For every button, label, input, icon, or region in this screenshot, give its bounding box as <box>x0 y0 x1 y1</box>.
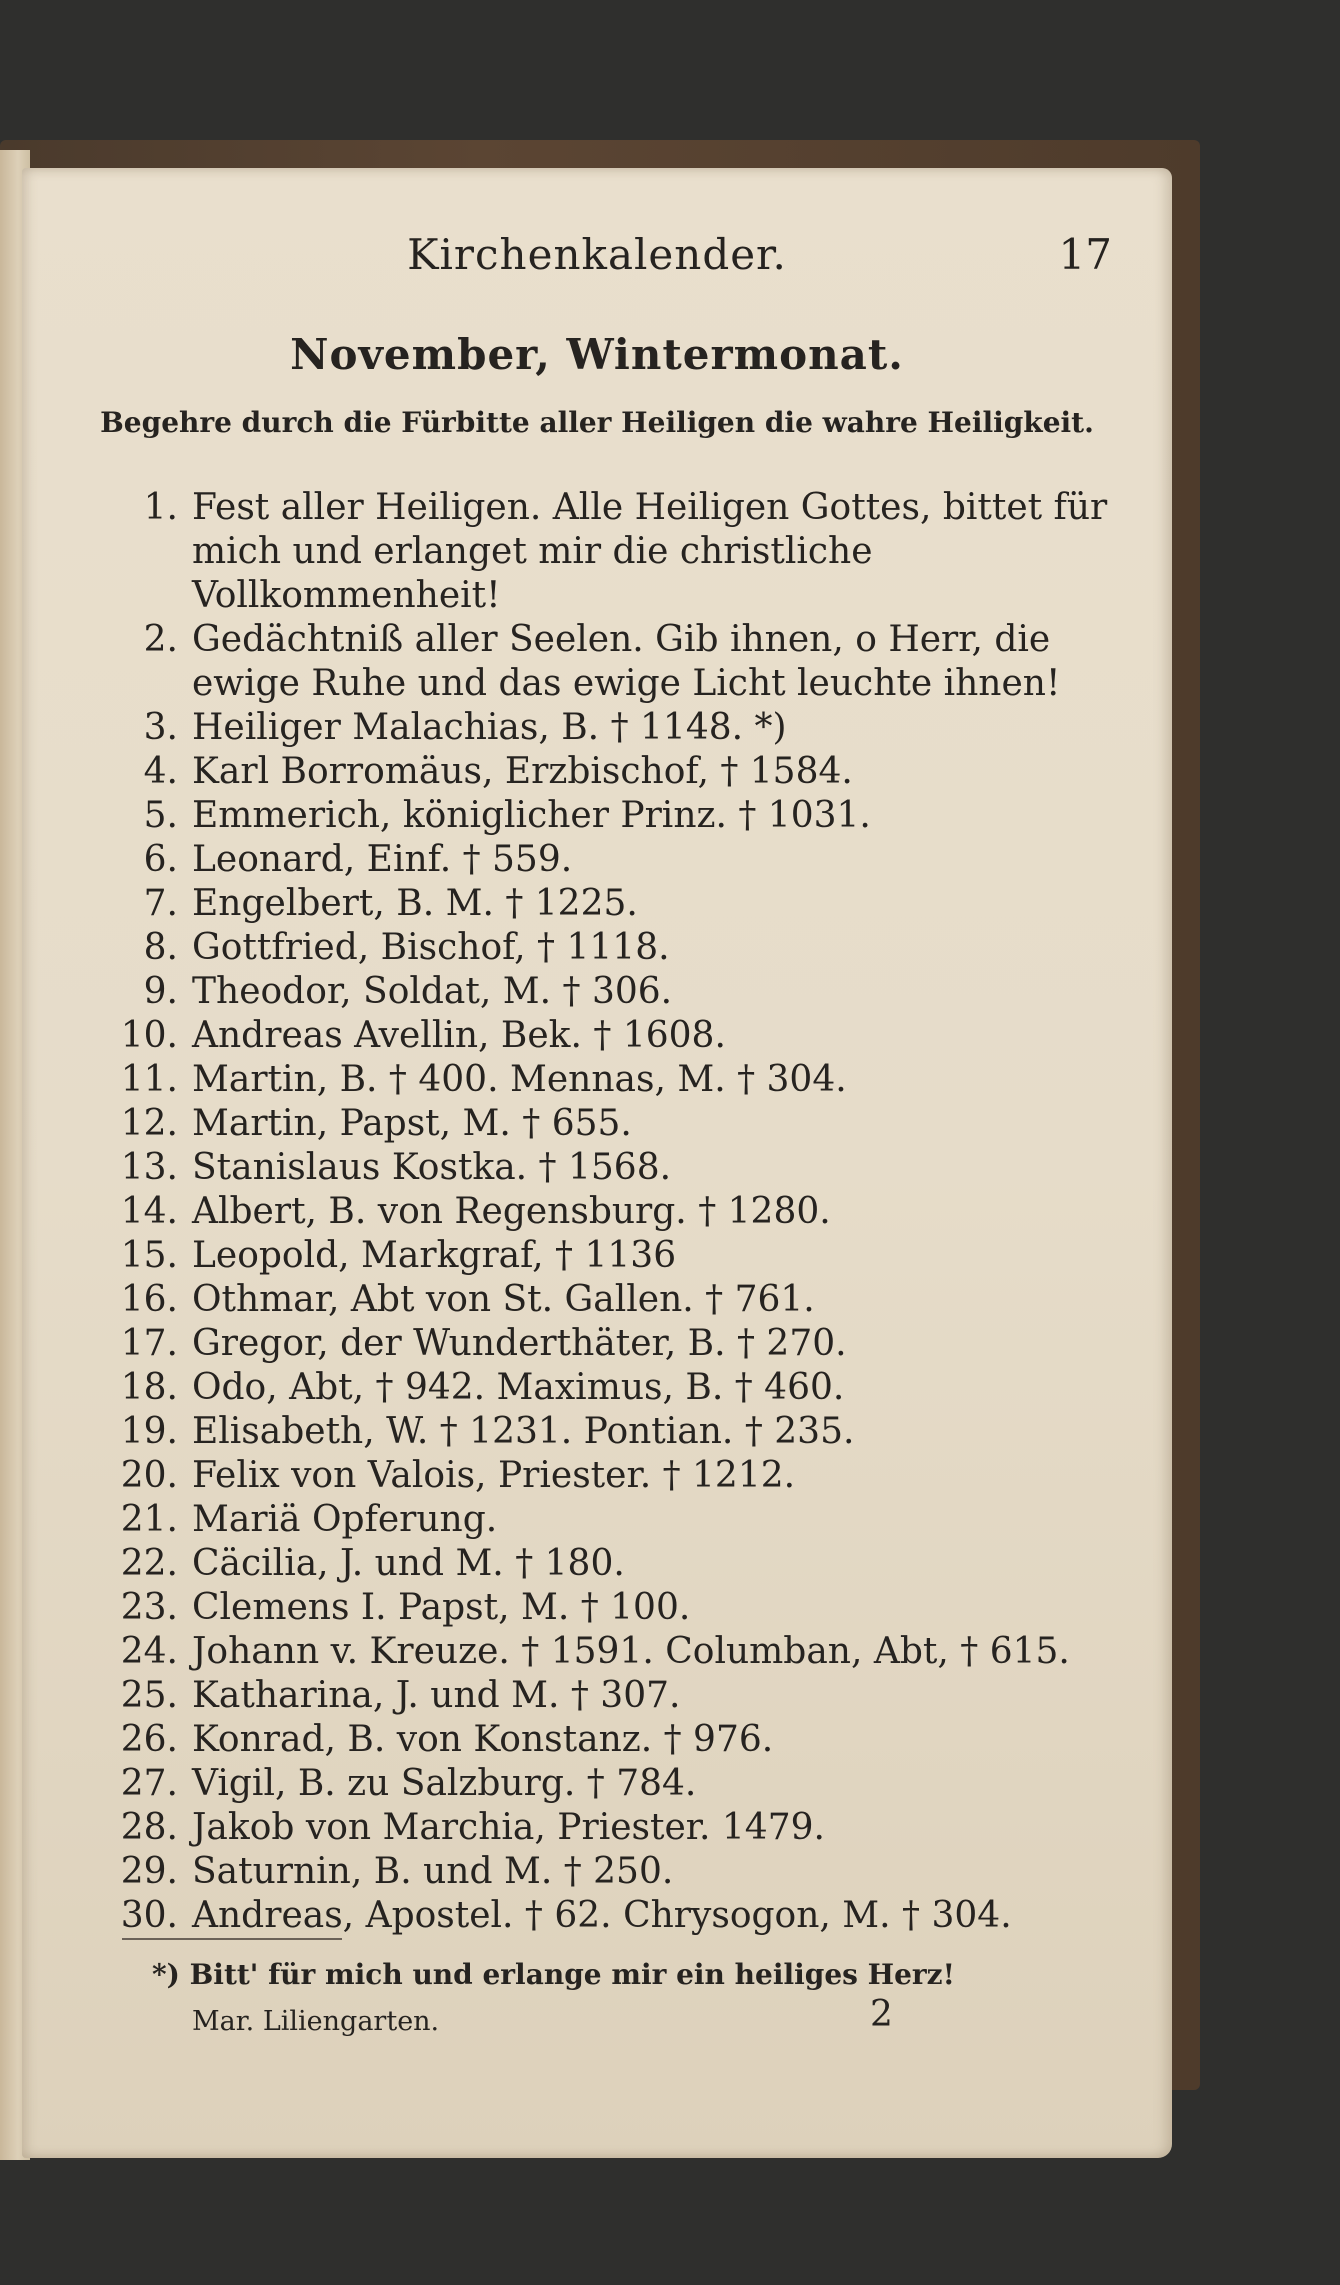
entry-day-number: 25. <box>120 1675 178 1716</box>
entry-day-number: 16. <box>120 1279 178 1320</box>
page-number: 17 <box>1058 230 1112 279</box>
entry-text: Andreas, Apostel. † 62. Chrysogon, M. † 304. <box>192 1895 1012 1936</box>
month-motto: Begehre durch die Fürbitte aller Heiligen die wahre Heiligkeit. <box>100 406 1094 439</box>
calendar-entry <box>104 1454 1114 1498</box>
entry-text: Elisabeth, W. † 1231. Pontian. † 235. <box>192 1411 855 1452</box>
running-head: Kirchenkalender. <box>407 230 787 279</box>
entry-text: Vigil, B. zu Salzburg. † 784. <box>192 1763 697 1804</box>
entry-day-number: 2. <box>143 619 178 660</box>
entry-day-number: 6. <box>143 839 178 880</box>
entry-day-number: 30. <box>120 1895 178 1936</box>
footnote: *) Bitt' für mich und erlange mir ein heiliges Herz! <box>152 1958 955 1991</box>
calendar-entry <box>104 1850 1114 1894</box>
calendar-entry <box>104 1146 1114 1190</box>
entry-text: Engelbert, B. M. † 1225. <box>192 883 638 924</box>
calendar-entry <box>104 1894 1114 1938</box>
entry-day-number: 13. <box>120 1147 178 1188</box>
entry-day-number: 1. <box>143 487 178 528</box>
calendar-entry <box>104 1586 1114 1630</box>
entry-day-number: 17. <box>120 1323 178 1364</box>
entry-day-number: 8. <box>143 927 178 968</box>
entry-day-number: 29. <box>120 1851 178 1892</box>
saints-calendar-list <box>104 486 1114 1938</box>
calendar-entry <box>104 1278 1114 1322</box>
entry-text: Konrad, B. von Konstanz. † 976. <box>192 1719 774 1760</box>
entry-text: Othmar, Abt von St. Gallen. † 761. <box>192 1279 815 1320</box>
entry-day-number: 4. <box>143 751 178 792</box>
entry-text: Mariä Opferung. <box>192 1499 498 1540</box>
footer-signature: Mar. Liliengarten. <box>192 2006 440 2037</box>
entry-day-number: 10. <box>120 1015 178 1056</box>
calendar-entry <box>104 1058 1114 1102</box>
entry-text: Karl Borromäus, Erzbischof, † 1584. <box>192 751 853 792</box>
calendar-entry <box>104 1674 1114 1718</box>
calendar-entry <box>104 1630 1114 1674</box>
calendar-entry <box>104 1322 1114 1366</box>
entry-text: Leonard, Einf. † 559. <box>192 839 573 880</box>
entry-day-number: 28. <box>120 1807 178 1848</box>
footnote-rule <box>122 1938 342 1940</box>
entry-day-number: 18. <box>120 1367 178 1408</box>
entry-day-number: 5. <box>143 795 178 836</box>
calendar-entry <box>104 926 1114 970</box>
entry-text: Stanislaus Kostka. † 1568. <box>192 1147 672 1188</box>
entry-text: Martin, B. † 400. Mennas, M. † 304. <box>192 1059 847 1100</box>
entry-text: Saturnin, B. und M. † 250. <box>192 1851 674 1892</box>
calendar-entry <box>104 1806 1114 1850</box>
month-title: November, Wintermonat. <box>290 330 904 379</box>
entry-text: Leopold, Markgraf, † 1136 <box>192 1235 677 1276</box>
calendar-entry <box>104 1102 1114 1146</box>
calendar-entry <box>104 838 1114 882</box>
entry-day-number: 22. <box>120 1543 178 1584</box>
entry-day-number: 12. <box>120 1103 178 1144</box>
entry-text: Theodor, Soldat, M. † 306. <box>192 971 673 1012</box>
calendar-entry <box>104 1498 1114 1542</box>
entry-text: Odo, Abt, † 942. Maximus, B. † 460. <box>192 1367 845 1408</box>
calendar-entry <box>104 1234 1114 1278</box>
calendar-entry <box>104 1762 1114 1806</box>
entry-day-number: 23. <box>120 1587 178 1628</box>
entry-day-number: 14. <box>120 1191 178 1232</box>
entry-day-number: 19. <box>120 1411 178 1452</box>
entry-day-number: 26. <box>120 1719 178 1760</box>
entry-text: Emmerich, königlicher Prinz. † 1031. <box>192 795 871 836</box>
entry-text: Heiliger Malachias, B. † 1148. *) <box>192 707 787 748</box>
sheet-signature: 2 <box>870 1994 893 2035</box>
calendar-entry <box>104 1718 1114 1762</box>
entry-text: Andreas Avellin, Bek. † 1608. <box>192 1015 726 1056</box>
entry-text: Gregor, der Wunderthäter, B. † 270. <box>192 1323 847 1364</box>
entry-text: Felix von Valois, Priester. † 1212. <box>192 1455 796 1496</box>
calendar-entry <box>104 1014 1114 1058</box>
entry-day-number: 11. <box>120 1059 178 1100</box>
calendar-entry <box>104 750 1114 794</box>
entry-text: Clemens I. Papst, M. † 100. <box>192 1587 691 1628</box>
entry-day-number: 9. <box>143 971 178 1012</box>
calendar-entry <box>104 1190 1114 1234</box>
entry-text: Katharina, J. und M. † 307. <box>192 1675 681 1716</box>
entry-text: Cäcilia, J. und M. † 180. <box>192 1543 625 1584</box>
entry-text: Johann v. Kreuze. † 1591. Columban, Abt, † 615. <box>192 1631 1070 1672</box>
calendar-entry <box>104 1542 1114 1586</box>
entry-day-number: 27. <box>120 1763 178 1804</box>
entry-text: Gottfried, Bischof, † 1118. <box>192 927 670 968</box>
entry-day-number: 15. <box>120 1235 178 1276</box>
calendar-entry <box>104 1410 1114 1454</box>
calendar-entry <box>104 618 1114 706</box>
calendar-entry <box>104 882 1114 926</box>
calendar-entry <box>104 970 1114 1014</box>
calendar-entry <box>104 486 1114 618</box>
entry-day-number: 21. <box>120 1499 178 1540</box>
entry-text: Fest aller Heiligen. Alle Heiligen Gottes, bittet für mich und erlanget mir die christliche Vollkommenheit! <box>192 487 1108 616</box>
entry-text: Martin, Papst, M. † 655. <box>192 1103 632 1144</box>
calendar-entry <box>104 794 1114 838</box>
entry-day-number: 7. <box>143 883 178 924</box>
entry-day-number: 20. <box>120 1455 178 1496</box>
book-page <box>22 168 1172 2158</box>
calendar-entry <box>104 706 1114 750</box>
calendar-entry <box>104 1366 1114 1410</box>
entry-text: Albert, B. von Regensburg. † 1280. <box>192 1191 831 1232</box>
entry-day-number: 3. <box>143 707 178 748</box>
entry-text: Jakob von Marchia, Priester. 1479. <box>192 1807 825 1848</box>
entry-day-number: 24. <box>120 1631 178 1672</box>
entry-text: Gedächtniß aller Seelen. Gib ihnen, o Herr, die ewige Ruhe und das ewige Licht leuchte ihnen! <box>192 619 1061 704</box>
